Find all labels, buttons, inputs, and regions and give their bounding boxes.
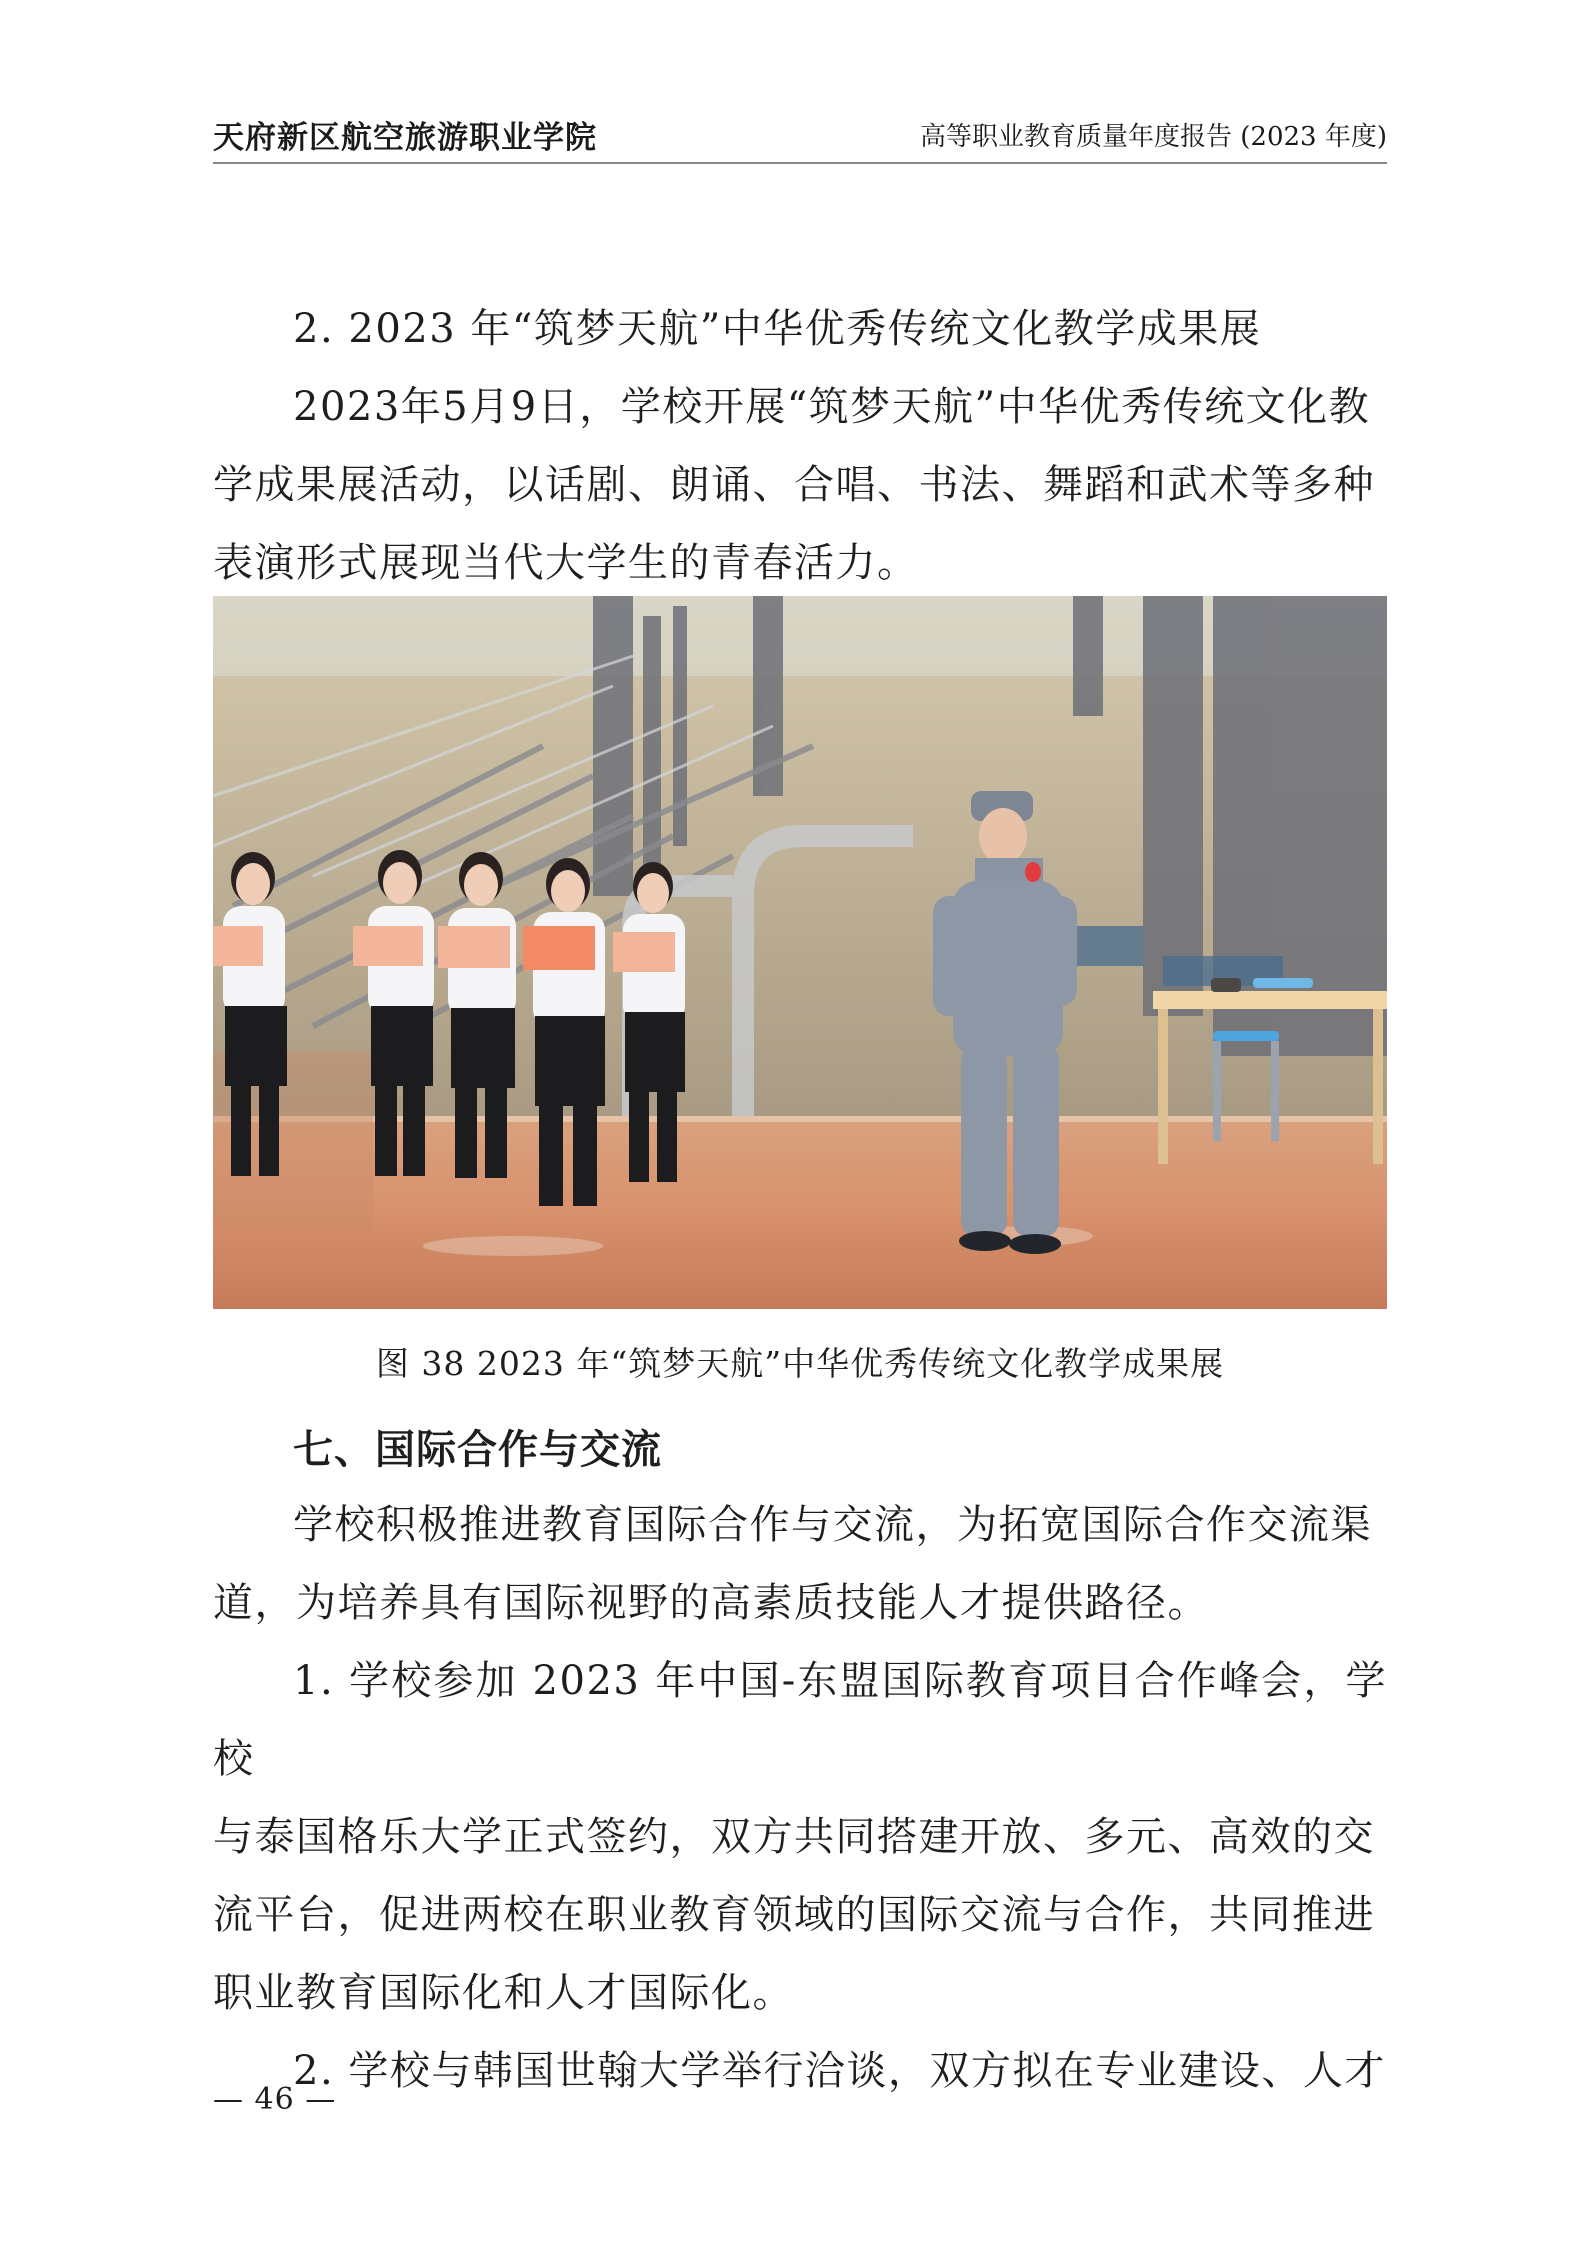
lower-text-block [213,1414,1387,2110]
item1-line-2: 与泰国格乐大学正式签约，双方共同搭建开放、多元、高效的交 [213,1814,1375,1860]
stage-performance-photo [213,596,1387,1309]
report-title: 高等职业教育质量年度报告 (2023 年度) [920,122,1387,152]
item1-line-4: 职业教育国际化和人才国际化。 [213,1970,794,2016]
page-header [213,112,1387,164]
exhibition-body-line-3: 表演形式展现当代大学生的青春活力。 [213,540,919,586]
upper-text-block [213,290,1387,602]
exhibition-body-line-1: 2023年5月9日，学校开展“筑梦天航”中华优秀传统文化教 [293,384,1371,430]
page-number: — 46 — [213,2082,337,2117]
item2-line-1: 2. 学校与韩国世翰大学举行洽谈，双方拟在专业建设、人才 [293,2048,1386,2094]
intro-line-1: 学校积极推进教育国际合作与交流，为拓宽国际合作交流渠 [293,1502,1372,1548]
item1-line-3: 流平台，促进两校在职业教育领域的国际交流与合作，共同推进 [213,1892,1375,1938]
section-heading: 七、国际合作与交流 [293,1427,662,1473]
exhibition-body-line-2: 学成果展活动，以话剧、朗诵、合唱、书法、舞蹈和武术等多种 [213,462,1375,508]
exhibition-subtitle: 2. 2023 年“筑梦天航”中华优秀传统文化教学成果展 [293,306,1262,352]
figure-caption: 图 38 2023 年“筑梦天航”中华优秀传统文化教学成果展 [375,1344,1225,1383]
intro-line-2: 道，为培养具有国际视野的高素质技能人才提供路径。 [213,1580,1209,1626]
institution-name: 天府新区航空旅游职业学院 [213,120,597,156]
item1-line-1: 1. 学校参加 2023 年中国-东盟国际教育项目合作峰会，学校 [213,1658,1387,1782]
